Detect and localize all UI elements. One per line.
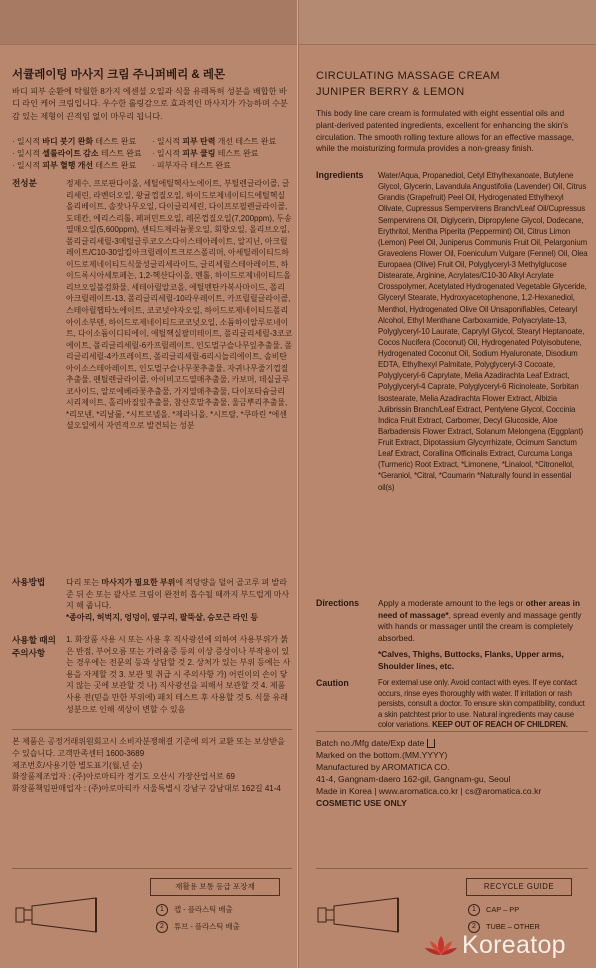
arrow-down-icon <box>427 739 435 748</box>
english-title: CIRCULATING MASSAGE CREAM JUNIPER BERRY & LEMON <box>316 70 500 98</box>
test-item: · 일시적 피부 쿨링 테스트 완료 <box>152 149 259 158</box>
caution-label: Caution <box>316 678 349 688</box>
test-item: · 일시적 피부 혈행 개선 테스트 완료 <box>12 161 137 170</box>
recycle-item: 1 CAP – PP <box>468 904 519 916</box>
recycle-grade-box: 재활용 보통 등급 포장재 <box>150 878 280 896</box>
batch-line: Made in Korea | www.aromatica.co.kr | cs@aromatica.co.kr <box>316 786 542 796</box>
caution-text: For external use only. Avoid contact with eyes. If eye contact occurs, rinse eyes thoroughly with water. If irritation or rash persists, consult a doctor. To ensure skin compatibility, conduct a skin patchtest prior to use. Natural ingredients may cause color variations. KEEP OUT OF REACH OF CHILDREN. <box>378 678 585 730</box>
lotus-icon <box>424 932 458 962</box>
cosmetic-use-only: COSMETIC USE ONLY <box>316 798 407 808</box>
korean-title: 서큘레이팅 마사지 크림 주니퍼베리 & 레몬 <box>12 69 226 81</box>
recycle-item: 1 캡 - 플라스틱 배출 <box>156 904 233 916</box>
directions-label: Directions <box>316 598 360 608</box>
batch-line: Batch no./Mfg date/Exp date <box>316 737 588 749</box>
english-divider-2 <box>316 868 588 869</box>
usage-text: 다리 또는 마사지가 필요한 부위에 적당량을 덜어 골고루 펴 발라 준 뒤 손 또는 괄사로 크림이 완전히 흡수될 때까지 부드럽게 마사지 해 줍니다. *종아리, 허벅지, 엉덩이, 옆구리, 팔뚝살, 승모근 라인 등 <box>66 578 290 622</box>
caution-label: 사용할 때의 주의사항 <box>12 635 56 658</box>
english-intro: This body line care cream is formulated with eight essential oils and plant-derived patented ingredients, excellent for enhancing the skin's circulation. The smooth rolling texture allows for an effective massage, while the moisturizing formula provides a non-greasy finish. <box>316 108 574 154</box>
recycle-item: 2 튜브 - 플라스틱 배출 <box>156 921 240 933</box>
korean-divider <box>12 729 292 730</box>
notice-line: 본 제품은 공정거래위원회고시 소비자분쟁해결 기준에 의거 교환 또는 보상받을 수 있습니다. 고객만족센터 1600-3689 <box>12 737 285 758</box>
usage-label: 사용방법 <box>12 577 46 587</box>
english-batch-info <box>316 737 588 809</box>
watermark-text: Koreatop <box>462 931 566 959</box>
ingredients-text: 정제수, 프로판다이올, 세틸에틸헥사노에이트, 부틸렌글라이콜, 글리세린, 라벤더오일, 왕귤껍질오일, 하이드로제네이티드에틸헥실올리베이트, 솔잣나무오일, 다이글리세린, 다이프로필렌글라이콜, 도데칸, 에리스리톨, 페퍼민트오일, 레몬껍질오일(7,200ppm), 두송열매오일(5,600ppm), 센티드제라늄꽃오일, 회향오일, 올리브오일, 폴리글리세릴-3메틸글루코오스다이스테아레이트, 알지닌, 아크릴레이트/C10-30알킬아크릴레이트크로스폴리머, 아세틸레이티드하이드로제네이티드식물성글리세라이드, 글리세릴스테아레이트, 하이드록시아세토페논, 1,2-헥산다이올, 멘톨, 하이드로제네이티드올리브오일불검화물, 세테아릴알코올, 에틸멘탄카복사마이드, 폴리아크릴레이트-13, 폴리글리세릴-10라우레이트, 카프릴릴글라이콜, 스테아릴헵타노에이트, 코코넛야자오일, 하이드로제네이티드폴리아이소부텐, 하이드로제네이티드코코넛오일, 소듐하이알루로네이트, 다이소듐이디티에이, 에틸헥실팔미테이트, 폴리글리세릴-3코코에이트, 폴리글리세릴-6카프릴레이트, 인도멀구슬나무잎추출물, 폴리글리세릴-4카프레이트, 폴리글리세릴-6리시놀리에이트, 솔비탄아이소스테아레이트, 인도멀구슬나무꽃추출물, 자귀나무줄기껍질추출물, 펜틸렌글라이콜, 아이비고드열매추출물, 카보머, 데실글루코사이드, 알로에베라꽃추출물, 가지열매추출물, 다이포타슘글리시리제이트, 홀리바질잎추출물, 참산호말추출물, 울금뿌리추출물, *리모넨, *리날룰, *시트로넬올, *제라니올, *시트랄, *쿠마린 *에센셜오일에서 자연적으로 발견되는 성분 <box>66 179 292 431</box>
caution-text: 1. 화장품 사용 시 또는 사용 후 직사광선에 의하여 사용부위가 붉은 반점, 부어오름 또는 가려움증 등의 이상 증상이나 부작용이 있는 경우에는 전문의 등과 상담할 것 2. 상처가 있는 부위 등에는 사용을 자제할 것 3. 보관 및 취급 시 주의사항 가) 어린이의 손이 닿지 않는 곳에 보관할 것 나) 직사광선을 피해서 보관할 것 4. 제품 사용 전(믿을 만한 부위에) 패치 테스트 후 사용할 것 5. 식물 유래 성분으로 인해 색상이 변할 수 있음 <box>66 635 291 714</box>
batch-line: Marked on the bottom.(MM.YYYY) <box>316 750 448 760</box>
directions-text: Apply a moderate amount to the legs or other areas in need of massage*, spread evenly and massage gently with hands or massager until the cream is completely absorbed. *Calves, Thighs, Buttocks, Flanks, Upper arms, Shoulder lines, etc. <box>378 598 582 671</box>
english-divider <box>316 731 588 732</box>
notice-line: 제조번호/사용기한 별도표기(월,년 순) <box>12 760 143 770</box>
korean-ingredients <box>12 178 292 580</box>
test-item: · 일시적 바디 붓기 완화 테스트 완료 <box>12 137 137 146</box>
ingredients-text: Water/Aqua, Propanediol, Cetyl Ethylhexanoate, Butylene Glycol, Glycerin, Lavandula Angustifolia (Lavender) Oil, Citrus Grandis (Grapefruit) Peel Oil, Hydrogenated Ethylhexyl Olivate, Cupressus Sempervirens Branch/Leaf Oil/Cupressus Sempervirens Oil, Diglycerin, Dipropylene Glycol, Dodecane, Erythritol, Mentha Piperita (Peppermint) Oil, Citrus Limon (Lemon) Peel Oil, Juniperus Communis Fruit Oil, Pelargonium Graveolens Flower Oil, Foeniculum Vulgare (Fennel) Oil, Olea Europaea (Olive) Fruit Oil, Polyglyceryl-3 Methylglucose Distearate, Arginine, Acrylates/C10-30 Alkyl Acrylate Crosspolymer, Acetylated Hydrogenated Vegetable Glyceride, Glyceryl Stearate, Hydroxyacetophenone, 1,2-Hexanediol, Menthol, Hydrogenated Olive Oil Unsaponifiables, Cetearyl Alcohol, Ethyl Menthane Carboxamide, Polyacrylate-13, Polyglyceryl-10 Laurate, Caprylyl Glycol, Stearyl Heptanoate, Cocos Nucifera (Coconut) Oil, Hydrogenated Polyisobutene, Hydrogenated Coconut Oil, Sodium Hyaluronate, Disodium EDTA, Ethylhexyl Palmitate, Polyglyceryl-3 Cocoate, Polyglyceryl-6 Caprylate, Melia Azadirachta Leaf Extract, Polyglyceryl-4 Caprate, Polyglyceryl-6 Ricinoleate, Sorbitan Isostearate, Melia Azadirachta Flower Extract, Albizia Julibrissin Branch/Leaf Extract, Pentylene Glycol, Coccinia Indica Fruit Extract, Carbomer, Decyl Glucoside, Aloe Barbadensis Flower Extract, Solanum Melongena (Eggplant) Fruit Extract, Dipotassium Glycyrrhizate, Ocimum Sanctum Leaf Extract, Corallina Officinalis Extract, Curcuma Longa (Turmeric) Root Extract, *Limonene, *Linalool, *Citronellol, *Geraniol, *Citral, *Coumarin *Naturally found in essential oil(s) <box>378 171 588 492</box>
recycle-guide-box: RECYCLE GUIDE <box>466 878 572 896</box>
korean-intro: 바디 피부 순환에 탁월한 8가지 에센셜 오일과 식물 유래특허 성분을 배합한 바디 라인 케어 크림입니다. 우수한 롤링감으로 효과적인 마사지가 가능하며 수분감 있는 제형이 끈적임 없이 마무리 됩니다. <box>12 87 288 121</box>
korean-divider-2 <box>12 868 292 869</box>
tube-icon <box>14 894 106 936</box>
ingredients-label: 전성분 <box>12 178 37 188</box>
batch-line: Manufactured by AROMATICA CO. <box>316 762 450 772</box>
batch-line: 41-4, Gangnam-daero 162-gil, Gangnam-gu, Seoul <box>316 774 511 784</box>
korean-notice <box>12 736 290 795</box>
notice-line: 화장품책임판매업자 : (주)아로마티카 서울특별시 강남구 강남대로 162길 41-4 <box>12 784 281 794</box>
test-item: · 일시적 피부 탄력 개선 테스트 완료 <box>152 137 277 146</box>
tube-icon <box>316 894 408 936</box>
test-item: · 일시적 셀룰라이트 감소 테스트 완료 <box>12 149 142 158</box>
test-item: · 피부자극 테스트 완료 <box>152 161 231 170</box>
recycle-item: 2 TUBE – OTHER <box>468 921 540 933</box>
koreatop-watermark <box>424 930 596 966</box>
ingredients-label: Ingredients <box>316 170 364 180</box>
notice-line: 화장품제조업자 : (주)아로마티카 경기도 오산시 가장산업서로 69 <box>12 772 235 782</box>
